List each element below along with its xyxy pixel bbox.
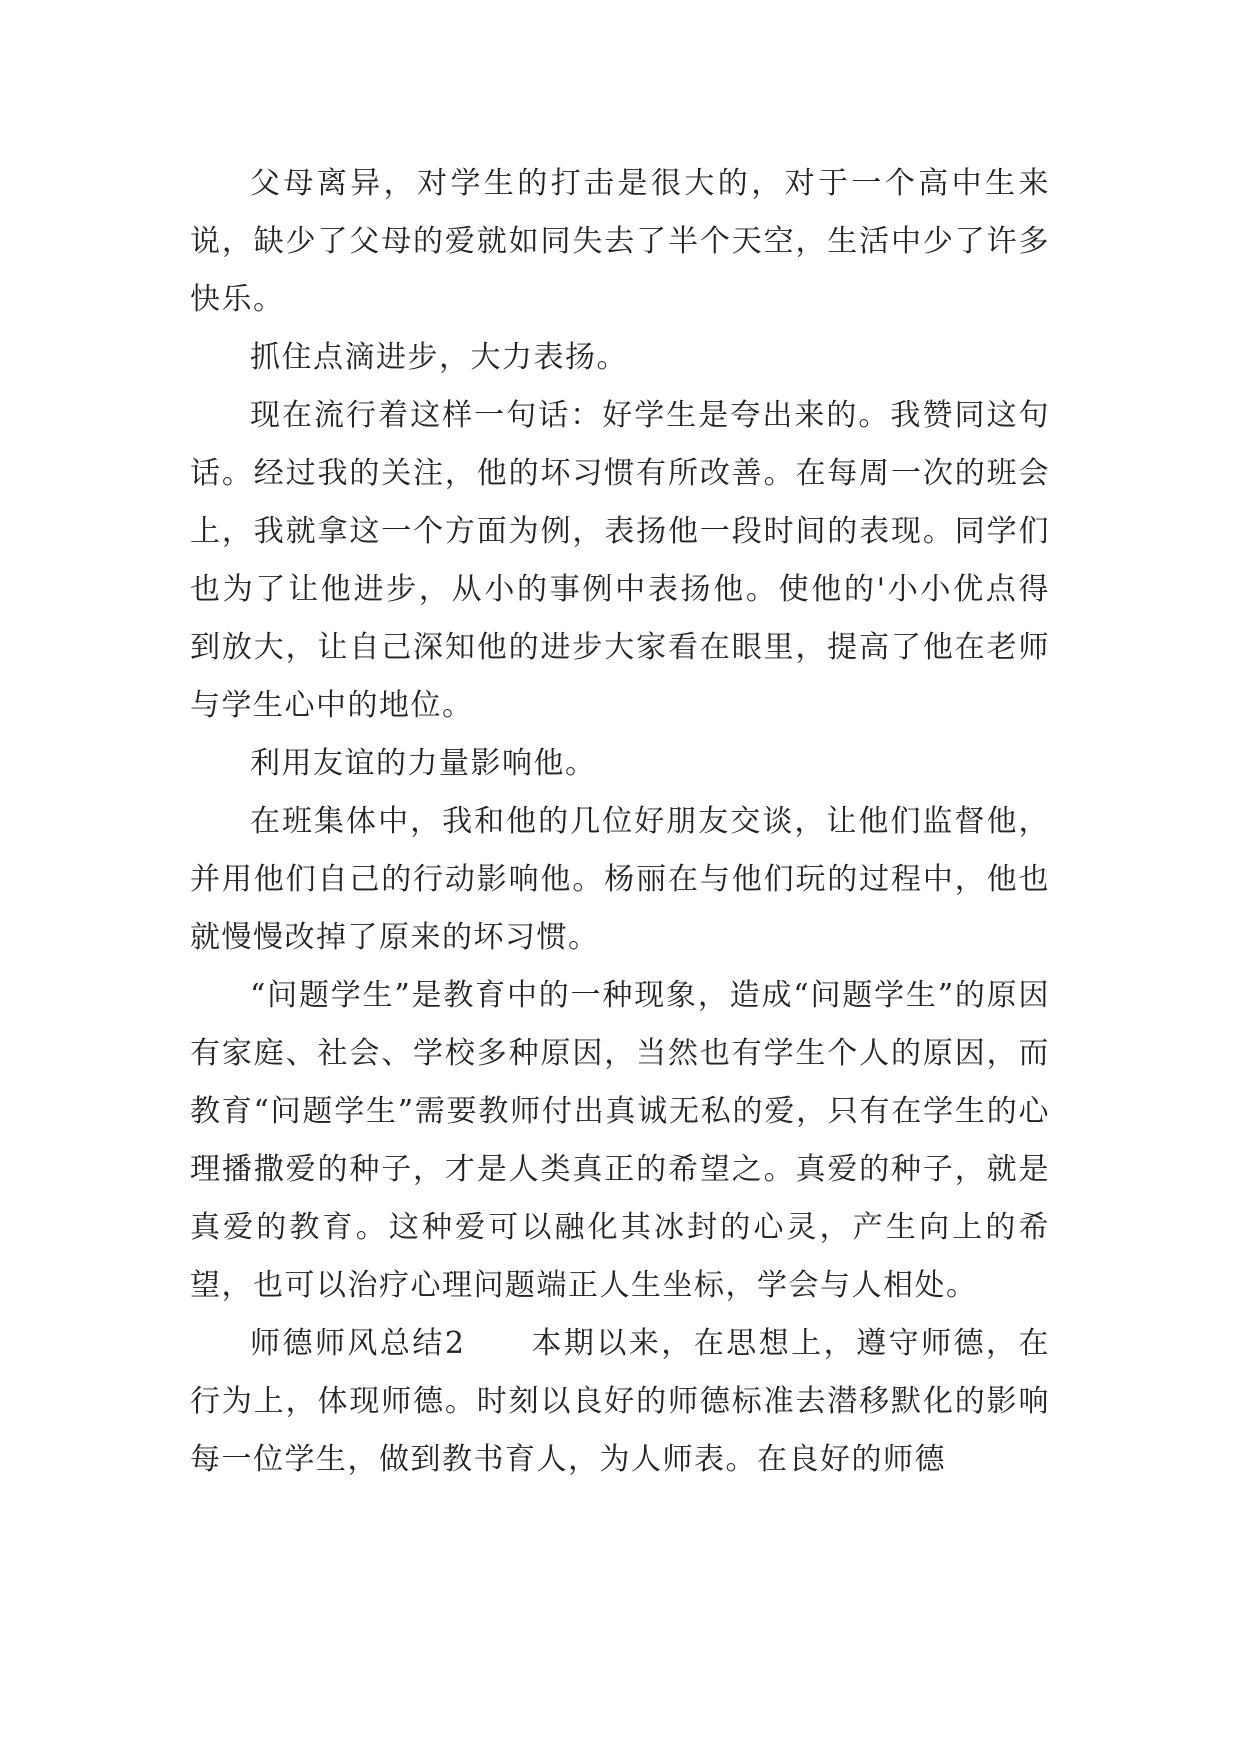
paragraph-7: 师德师风总结2 本期以来，在思想上，遵守师德，在行为上，体现师德。时刻以良好的师德标准去潜移默化的影响每一位学生，做到教书育人，为人师表。在良好的师德	[190, 1326, 1050, 1477]
paragraph-1: 父母离异，对学生的打击是很大的，对于一个高中生来说，缺少了父母的爱就如同失去了半个天空，生活中少了许多快乐。	[190, 166, 1050, 317]
paragraph-4: 利用友谊的力量影响他。	[250, 746, 597, 781]
paragraph-6: “问题学生”是教育中的一种现象，造成“问题学生”的原因有家庭、社会、学校多种原因，当然也有学生个人的原因，而教育“问题学生”需要教师付出真诚无私的爱，只有在学生的心理播撒爱的种子，才是人类真正的希望之。真爱的种子，就是真爱的教育。这种爱可以融化其冰封的心灵，产生向上的希望，也可以治疗心理问题端正人生坐标，学会与人相处。	[190, 978, 1050, 1303]
paragraph-2: 抓住点滴进步，大力表扬。	[250, 340, 628, 375]
paragraph-3: 现在流行着这样一句话：好学生是夸出来的。我赞同这句话。经过我的关注，他的坏习惯有所改善。在每周一次的班会上，我就拿这一个方面为例，表扬他一段时间的表现。同学们也为了让他进步，从小的事例中表扬他。使他的'小小优点得到放大，让自己深知他的进步大家看在眼里，提高了他在老师与学生心中的地位。	[190, 398, 1050, 723]
document-body	[190, 155, 1050, 1489]
paragraph-5: 在班集体中，我和他的几位好朋友交谈，让他们监督他，并用他们自己的行动影响他。杨丽在与他们玩的过程中，他也就慢慢改掉了原来的坏习惯。	[190, 804, 1050, 955]
